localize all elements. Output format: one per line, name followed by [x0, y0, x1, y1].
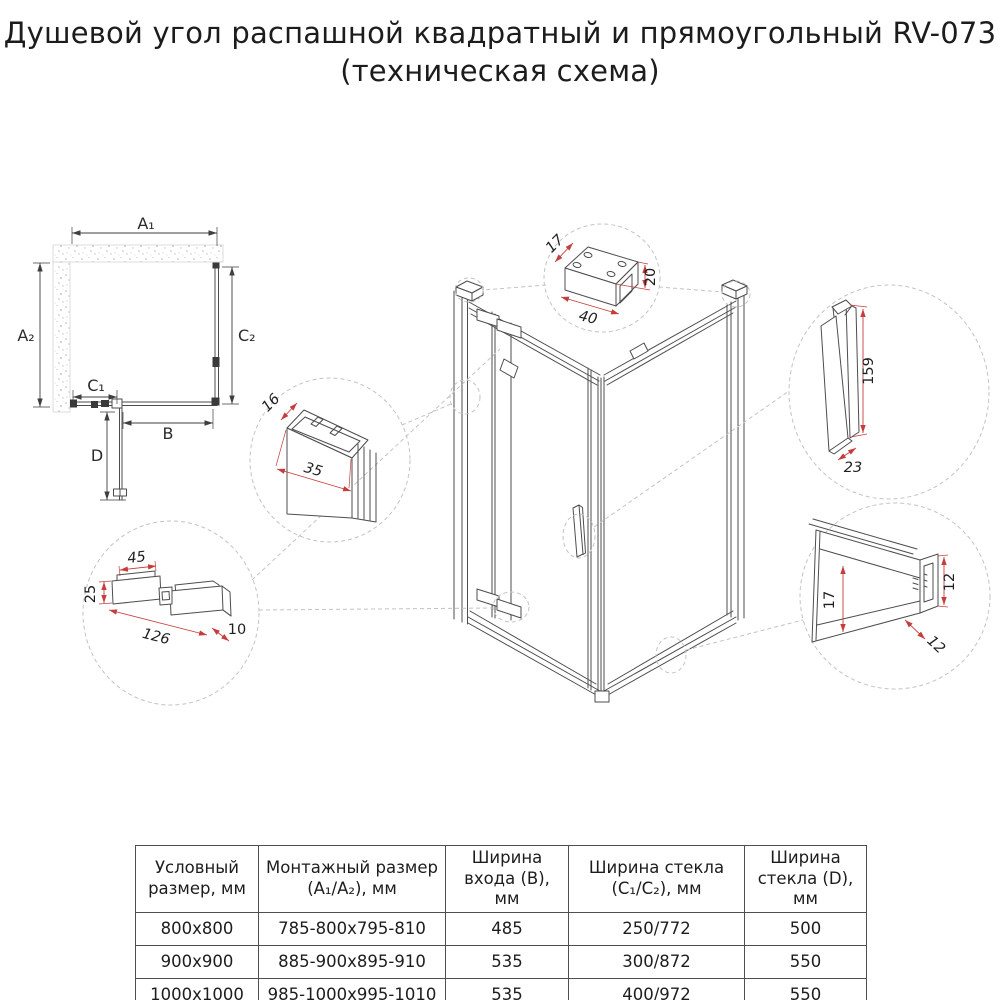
dim-rail-depth: 12: [923, 632, 948, 658]
plan-view: [17, 214, 255, 500]
detail-wall-profile: [259, 391, 376, 522]
table-row: [136, 945, 867, 978]
plan-wall-top: [53, 245, 223, 262]
title-line2: (техническая схема): [340, 54, 660, 88]
plan-dim-c2: C₂: [238, 326, 256, 345]
iso-view: [454, 280, 747, 702]
detail-rail: [809, 519, 958, 657]
dim-hinge-thickness: 10: [227, 622, 247, 638]
plan-dim-a2: A₂: [17, 326, 35, 345]
iso-corner-foot: [595, 691, 609, 702]
col-header-nominal-size: Условный размер, мм: [136, 846, 259, 913]
dim-handle-height: 159: [861, 357, 877, 385]
table-cell: 985-1000x995-1010: [259, 978, 446, 1000]
dim-profile-width: 35: [302, 459, 325, 481]
table-cell: 550: [745, 945, 867, 978]
plan-dim-a1: A₁: [137, 214, 155, 233]
table-cell: 1000x1000: [136, 978, 259, 1000]
col-header-glass-c: Ширина стекла (C₁/C₂), мм: [569, 846, 745, 913]
detail-hinge: [83, 549, 246, 648]
plan-wall-left: [53, 262, 70, 412]
iso-rail-clamp-left: [500, 359, 518, 378]
table-cell: 550: [745, 978, 867, 1000]
dim-rail-inner: 17: [822, 590, 838, 610]
table-cell: 250/772: [569, 912, 745, 945]
col-header-glass-d: Ширина стекла (D), мм: [745, 846, 867, 913]
dim-bracket-height: 20: [643, 267, 659, 287]
table-row: [136, 912, 867, 945]
dim-rail-height: 12: [942, 572, 958, 592]
detail-wall-bracket: [543, 231, 659, 328]
dim-bracket-width: 40: [577, 308, 599, 328]
table-cell: 885-900x895-910: [259, 945, 446, 978]
plan-door: [120, 408, 123, 500]
callout-circle-handle: [789, 285, 989, 499]
table-cell: 800x800: [136, 912, 259, 945]
plan-hinge: [101, 400, 109, 407]
dim-hinge-length: 126: [140, 626, 172, 649]
dim-bracket-depth: 17: [542, 231, 568, 257]
plan-dim-d: D: [90, 446, 104, 465]
table-cell: 500: [745, 912, 867, 945]
iso-bottom-hinge: [477, 589, 521, 618]
title-line1: Душевой угол распашной квадратный и прямоугольный RV-073: [3, 16, 997, 50]
dim-hinge-top: 45: [126, 549, 147, 567]
table-cell: 300/872: [569, 945, 745, 978]
iso-door-handle: [573, 505, 586, 557]
page-title: [0, 14, 1000, 90]
table-cell: 535: [446, 945, 569, 978]
detail-handle: [821, 300, 877, 476]
table-cell: 900x900: [136, 945, 259, 978]
plan-dim-c1: C₁: [87, 376, 105, 395]
table-cell: 785-800x795-810: [259, 912, 446, 945]
dim-hinge-height: 25: [83, 584, 99, 604]
table-cell: 535: [446, 978, 569, 1000]
table-cell: 485: [446, 912, 569, 945]
table-row: [136, 978, 867, 1000]
size-table: [135, 845, 867, 1000]
plan-dim-b: B: [162, 424, 174, 443]
table-cell: 400/972: [569, 978, 745, 1000]
dim-profile-depth: 16: [258, 390, 284, 416]
dim-handle-depth: 23: [843, 460, 863, 476]
table-header-row: [136, 846, 867, 913]
plan-glass-right: [215, 263, 219, 404]
technical-drawing: [0, 118, 1000, 840]
col-header-mounting-size: Монтажный размер (A₁/A₂), мм: [259, 846, 446, 913]
col-header-entry-width: Ширина входа (B), мм: [446, 846, 569, 913]
iso-top-hinge: [477, 309, 521, 338]
iso-rail-clamp-right: [630, 343, 648, 359]
